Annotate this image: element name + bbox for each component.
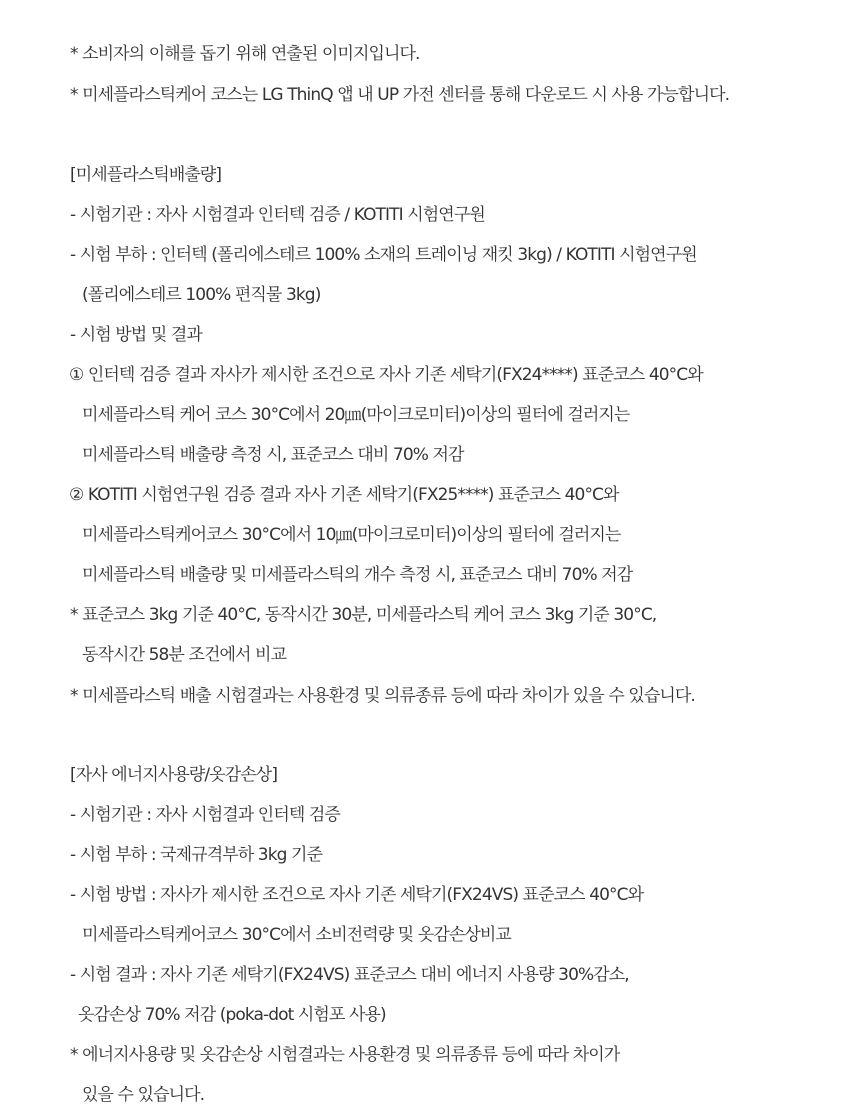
microplastic-test-agency: - 시험기관 : 자사 시험결과 인터텍 검증 / KOTITI 시험연구원 — [70, 205, 485, 225]
result-1-line-2: 미세플라스틱 케어 코스 30°C에서 20㎛(마이크로미터)이상의 필터에 걸러지는 — [82, 405, 630, 425]
microplastic-test-method: - 시험 방법 및 결과 — [70, 325, 202, 345]
energy-test-load: - 시험 부하 : 국제규격부하 3kg 기준 — [70, 845, 323, 865]
section-heading-microplastic: [미세플라스틱배출량] — [70, 165, 222, 185]
section-heading-energy: [자사 에너지사용량/옷감손상] — [70, 765, 278, 785]
microplastic-test-load: - 시험 부하 : 인터텍 (폴리에스테르 100% 소재의 트레이닝 재킷 3kg) / KOTITI 시험연구원 — [70, 245, 697, 265]
test-conditions-line-1: * 표준코스 3kg 기준 40°C, 동작시간 30분, 미세플라스틱 케어 코스 3kg 기준 30°C, — [70, 605, 657, 625]
note-thinq-download: * 미세플라스틱케어 코스는 LG ThinQ 앱 내 UP 가전 센터를 통해 다운로드 시 사용 가능합니다. — [70, 85, 730, 105]
energy-test-result-line-2: 옷감손상 70% 저감 (poka-dot 시험포 사용) — [78, 1005, 386, 1025]
result-2-line-1: ② KOTITI 시험연구원 검증 결과 자사 기존 세탁기(FX25****) 표준코스 40°C와 — [69, 485, 619, 505]
energy-disclaimer-line-2: 있을 수 있습니다. — [82, 1085, 205, 1105]
note-image-staged: * 소비자의 이해를 돕기 위해 연출된 이미지입니다. — [70, 44, 420, 64]
energy-test-result-line-1: - 시험 결과 : 자사 기존 세탁기(FX24VS) 표준코스 대비 에너지 사용량 30%감소, — [70, 965, 629, 985]
energy-disclaimer-line-1: * 에너지사용량 및 옷감손상 시험결과는 사용환경 및 의류종류 등에 따라 차이가 — [70, 1045, 620, 1065]
energy-test-method-line-1: - 시험 방법 : 자사가 제시한 조건으로 자사 기존 세탁기(FX24VS) 표준코스 40°C와 — [70, 885, 644, 905]
microplastic-disclaimer: * 미세플라스틱 배출 시험결과는 사용환경 및 의류종류 등에 따라 차이가 있을 수 있습니다. — [70, 686, 695, 706]
result-1-line-1: ① 인터텍 검증 결과 자사가 제시한 조건으로 자사 기존 세탁기(FX24****) 표준코스 40°C와 — [69, 365, 703, 385]
result-2-line-2: 미세플라스틱케어코스 30°C에서 10㎛(마이크로미터)이상의 필터에 걸러지는 — [82, 525, 621, 545]
energy-test-agency: - 시험기관 : 자사 시험결과 인터텍 검증 — [70, 805, 340, 825]
result-2-line-3: 미세플라스틱 배출량 및 미세플라스틱의 개수 측정 시, 표준코스 대비 70% 저감 — [82, 565, 633, 585]
result-1-line-3: 미세플라스틱 배출량 측정 시, 표준코스 대비 70% 저감 — [82, 445, 464, 465]
microplastic-test-load-cont: (폴리에스테르 100% 편직물 3kg) — [82, 285, 321, 305]
energy-test-method-line-2: 미세플라스틱케어코스 30°C에서 소비전력량 및 옷감손상비교 — [82, 925, 511, 945]
test-conditions-line-2: 동작시간 58분 조건에서 비교 — [82, 645, 287, 665]
